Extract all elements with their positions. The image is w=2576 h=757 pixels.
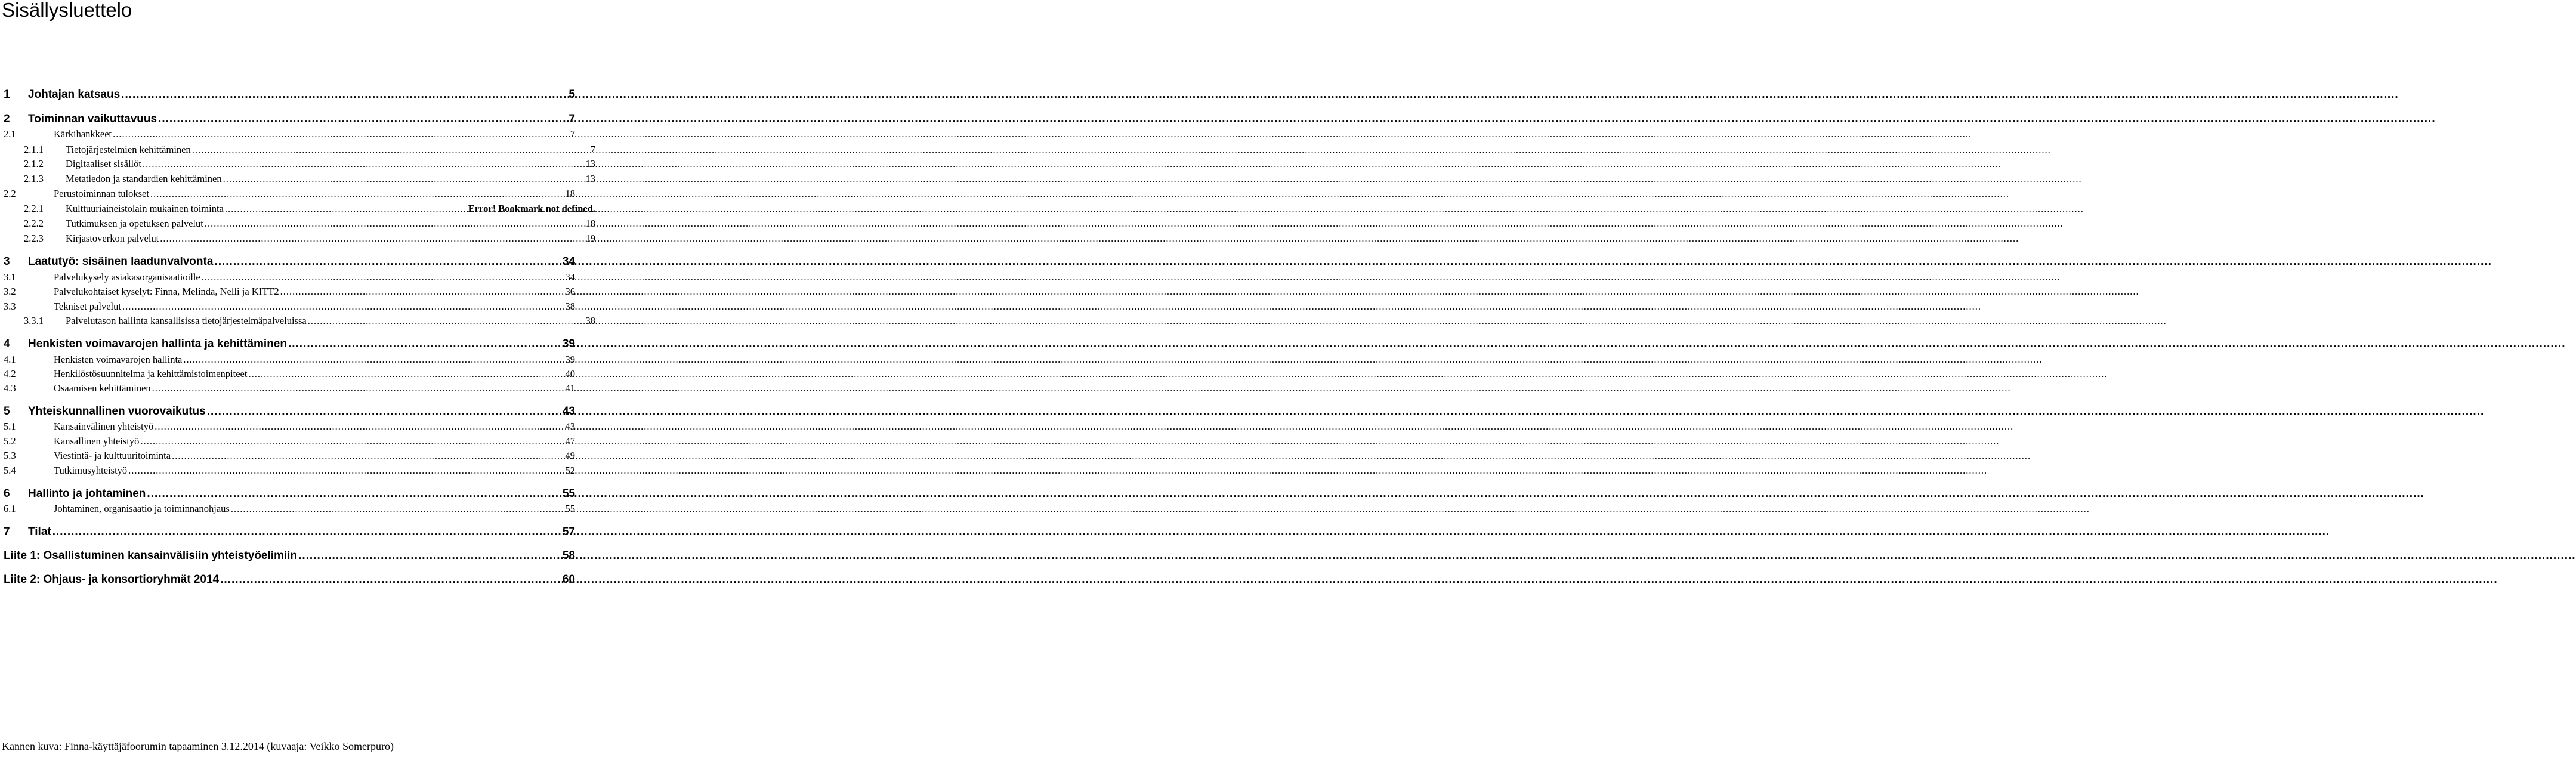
toc-entry-number: 5.1 — [4, 421, 16, 432]
toc-dot-leader — [248, 368, 564, 380]
toc-entry-label: Metatiedon ja standardien kehittäminen — [66, 173, 222, 184]
toc-entry-label: Palvelutason hallinta kansallisissa tietojärjestelmäpalveluissa — [66, 315, 307, 326]
toc-dot-leader — [205, 218, 585, 230]
toc-entry-page-number: 43 — [562, 405, 575, 418]
toc-entry[interactable] — [0, 233, 595, 245]
toc-entry-number: 7 — [4, 526, 10, 538]
toc-dot-leader — [183, 354, 564, 366]
toc-entry[interactable] — [0, 421, 575, 432]
toc-dot-leader — [52, 526, 561, 539]
toc-entry[interactable] — [0, 338, 575, 351]
toc-entry-number: 2.1.2 — [24, 158, 44, 169]
toc-entry-label: Hallinto ja johtaminen — [28, 487, 146, 500]
toc-entry-label: Tutkimuksen ja opetuksen palvelut — [66, 218, 203, 229]
toc-entry-label: Laatutyö: sisäinen laadunvalvonta — [28, 255, 214, 268]
toc-entry[interactable] — [0, 487, 575, 500]
toc-entry-page-number: 57 — [562, 526, 575, 538]
toc-entry-label: Toiminnan vaikuttavuus — [28, 113, 157, 125]
toc-entry-page-number: 60 — [562, 573, 575, 586]
toc-entry-page-number: 18 — [585, 218, 595, 229]
toc-entry-page-number: 49 — [565, 450, 575, 461]
toc-entry[interactable] — [0, 128, 575, 140]
toc-entry-label: Perustoiminnan tulokset — [54, 188, 149, 199]
toc-dot-leader — [143, 158, 585, 170]
toc-dot-leader — [121, 88, 567, 101]
toc-dot-leader — [225, 203, 467, 215]
toc-entry-page-number: 55 — [562, 487, 575, 500]
toc-dot-leader — [150, 188, 564, 200]
toc-entry[interactable] — [0, 88, 575, 101]
toc-dot-leader — [202, 271, 564, 283]
toc-entry[interactable] — [0, 144, 595, 156]
toc-entry-number: 2.1.1 — [24, 144, 44, 155]
toc-dot-leader — [214, 255, 561, 268]
toc-entry-page-number: 39 — [562, 338, 575, 350]
toc-entry-label: Tekniset palvelut — [54, 301, 121, 312]
toc-entry[interactable] — [0, 382, 575, 394]
toc-entry-number: 2 — [4, 113, 10, 125]
toc-entry-page-number: 7 — [590, 144, 595, 155]
toc-dot-leader — [220, 573, 561, 586]
toc-entry-number: 2.2 — [4, 188, 16, 199]
toc-entry-label: Kirjastoverkon palvelut — [66, 233, 159, 244]
toc-dot-leader — [128, 465, 564, 477]
toc-entry-label: Johtaminen, organisaatio ja toiminnanohjaus — [54, 503, 230, 514]
toc-entry[interactable] — [0, 315, 595, 327]
toc-entry-page-number: 18 — [565, 188, 575, 199]
toc-entry-number: 5.3 — [4, 450, 16, 461]
toc-entry-page-number: 38 — [585, 315, 595, 326]
toc-entry-number: 3.1 — [4, 271, 16, 283]
toc-entry-number: 4.3 — [4, 382, 16, 394]
toc-entry-page-number: 36 — [565, 286, 575, 297]
toc-entry[interactable] — [0, 188, 575, 200]
toc-entry[interactable] — [0, 271, 575, 283]
toc-entry[interactable] — [0, 573, 575, 586]
toc-entry-label: Viestintä- ja kulttuuritoiminta — [54, 450, 171, 461]
toc-dot-leader — [223, 173, 585, 185]
toc-entry-label: Henkisten voimavarojen hallinta ja kehittäminen — [28, 338, 287, 350]
toc-entry-label: Tietojärjestelmien kehittäminen — [66, 144, 191, 155]
toc-entry-label: Kansainvälinen yhteistyö — [54, 421, 154, 432]
toc-dot-leader — [140, 435, 564, 447]
toc-entry-label: Yhteiskunnallinen vuorovaikutus — [28, 405, 206, 418]
toc-entry[interactable] — [0, 435, 575, 447]
toc-entry-number: 4 — [4, 338, 10, 350]
toc-entry-number: 2.2.2 — [24, 218, 44, 229]
toc-entry-number: 2.2.3 — [24, 233, 44, 244]
toc-entry[interactable] — [0, 354, 575, 366]
toc-entry-label: Kansallinen yhteistyö — [54, 435, 140, 447]
toc-entry-number: 5.2 — [4, 435, 16, 447]
toc-entry-label: Liite 1: Osallistuminen kansainvälisiin yhteistyöelimiin — [4, 549, 298, 562]
toc-entry[interactable] — [0, 113, 575, 126]
toc-dot-leader — [147, 487, 561, 500]
toc-entry-page-number: 34 — [565, 271, 575, 283]
toc-dot-leader — [288, 338, 561, 351]
toc-entry-number: 6 — [4, 487, 10, 500]
toc-entry-label: Palvelukysely asiakasorganisaatioille — [54, 271, 200, 283]
toc-entry-page-number: 55 — [565, 503, 575, 514]
toc-entry-page-number: 43 — [565, 421, 575, 432]
toc-dot-leader — [192, 144, 589, 156]
toc-entry-number: 2.1 — [4, 128, 16, 140]
toc-entry-page-number: 5 — [569, 88, 575, 101]
toc-dot-leader — [280, 286, 564, 298]
toc-dot-leader — [231, 503, 564, 515]
toc-entry-page-number: 13 — [585, 158, 595, 169]
cover-image-caption: Kannen kuva: Finna-käyttäjäfoorumin tapaaminen 3.12.2014 (kuvaaja: Veikko Somerpuro) — [2, 740, 394, 752]
toc-entry-page-number: 7 — [569, 113, 575, 125]
toc-entry-label: Johtajan katsaus — [28, 88, 121, 101]
toc-entry-number: 1 — [4, 88, 10, 101]
toc-entry-page-number: 7 — [570, 128, 575, 140]
toc-entry[interactable] — [0, 301, 575, 313]
toc-entry-label: Digitaaliset sisällöt — [66, 158, 141, 169]
document-page — [0, 0, 595, 757]
toc-entry-page-number: 52 — [565, 465, 575, 476]
toc-dot-leader — [160, 233, 584, 245]
toc-entry[interactable] — [0, 158, 595, 170]
toc-entry[interactable] — [0, 218, 595, 230]
toc-entry[interactable] — [0, 405, 575, 418]
toc-entry-page-number: 19 — [585, 233, 595, 244]
toc-entry-number: 3.2 — [4, 286, 16, 297]
toc-entry-label: Kärkihankkeet — [54, 128, 112, 140]
toc-dot-leader — [298, 549, 561, 563]
toc-entry-page-number: 47 — [565, 435, 575, 447]
toc-entry-number: 5 — [4, 405, 10, 418]
toc-entry-label: Henkisten voimavarojen hallinta — [54, 354, 183, 365]
toc-dot-leader — [207, 405, 561, 418]
toc-entry-page-number: 13 — [585, 173, 595, 184]
toc-entry[interactable] — [0, 465, 575, 477]
toc-dot-leader — [172, 450, 564, 462]
toc-entry-number: 2.1.3 — [24, 173, 44, 184]
toc-entry-label: Tutkimusyhteistyö — [54, 465, 128, 476]
toc-entry-page-number: 40 — [565, 368, 575, 379]
toc-entry[interactable] — [0, 526, 575, 539]
toc-entry-number: 4.1 — [4, 354, 16, 365]
toc-dot-leader — [155, 421, 564, 432]
toc-entry[interactable] — [0, 286, 575, 298]
toc-entry-label: Henkilöstösuunnitelma ja kehittämistoimenpiteet — [54, 368, 248, 379]
toc-entry-label: Osaamisen kehittäminen — [54, 382, 151, 394]
toc-entry-label: Palvelukohtaiset kyselyt: Finna, Melinda, Nelli ja KITT2 — [54, 286, 279, 297]
toc-entry-page-number: 38 — [565, 301, 575, 312]
table-of-contents — [0, 0, 595, 757]
toc-entry[interactable] — [0, 450, 575, 462]
toc-entry-page-number: Error! Bookmark not defined. — [468, 203, 595, 214]
toc-dot-leader — [158, 113, 567, 126]
toc-entry[interactable] — [0, 255, 575, 268]
toc-entry-number: 4.2 — [4, 368, 16, 379]
toc-entry-label: Tilat — [28, 526, 51, 538]
toc-dot-leader — [122, 301, 564, 313]
toc-entry-number: 6.1 — [4, 503, 16, 514]
toc-entry-page-number: 34 — [562, 255, 575, 268]
page-title: Sisällysluettelo — [2, 0, 132, 21]
toc-entry[interactable] — [0, 368, 575, 380]
toc-entry[interactable] — [0, 503, 575, 515]
toc-entry-label: Kulttuuriaineistolain mukainen toiminta — [66, 203, 224, 214]
toc-dot-leader — [152, 382, 564, 394]
toc-entry-number: 3.3 — [4, 301, 16, 312]
toc-entry-page-number: 39 — [565, 354, 575, 365]
toc-entry[interactable] — [0, 203, 595, 215]
toc-entry-number: 3.3.1 — [24, 315, 44, 326]
toc-dot-leader — [308, 315, 585, 327]
toc-entry-label: Liite 2: Ohjaus- ja konsortioryhmät 2014 — [4, 573, 220, 586]
toc-entry-number: 2.2.1 — [24, 203, 44, 214]
toc-entry[interactable] — [0, 173, 595, 185]
toc-entry-page-number: 58 — [562, 549, 575, 562]
toc-entry[interactable] — [0, 549, 575, 563]
toc-entry-number: 5.4 — [4, 465, 16, 476]
toc-entry-page-number: 41 — [565, 382, 575, 394]
toc-entry-number: 3 — [4, 255, 10, 268]
toc-dot-leader — [113, 128, 569, 140]
